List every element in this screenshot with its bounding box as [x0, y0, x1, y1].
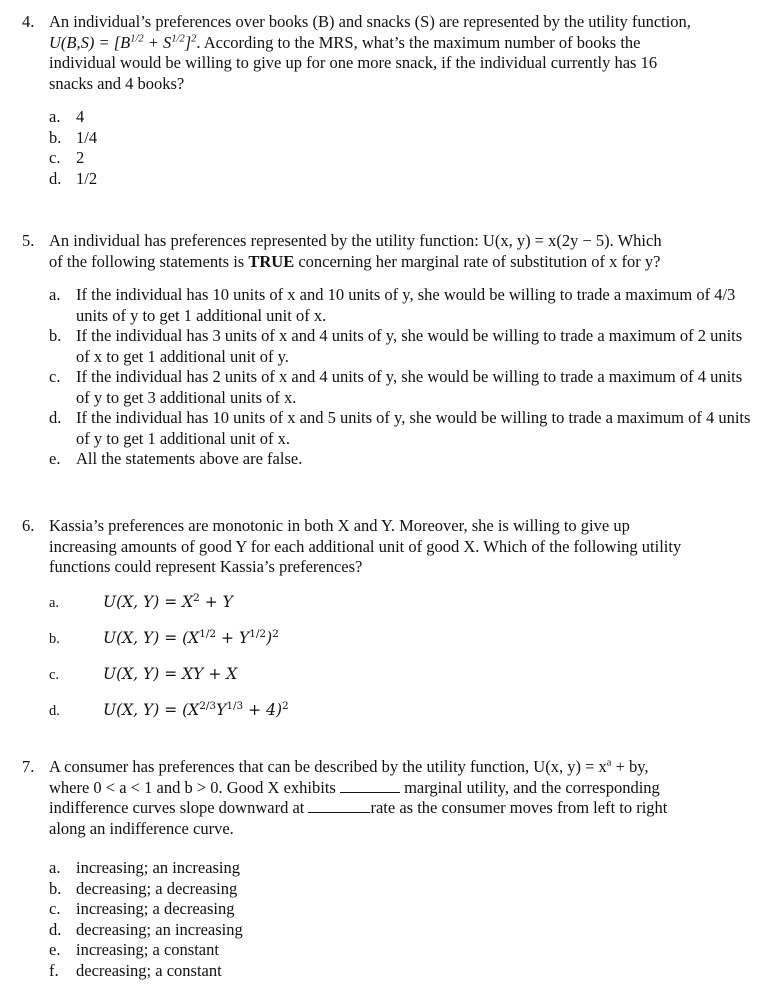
answer-option[interactable]: b. decreasing; a decreasing — [49, 878, 238, 898]
question-7 — [22, 757, 752, 981]
answer-option[interactable]: a. U(X, $Y) = X^2 + Y$ — [49, 591, 233, 611]
answer-option[interactable]: a. increasing; an increasing — [49, 858, 241, 877]
answer-option[interactable]: b. If the individual has 3 units of x and 4 units of y, she would be willing to trade a maximum of 2 units of x to get 1 additional unit of y. — [49, 326, 743, 366]
answer-options — [49, 285, 752, 470]
answer-option[interactable]: d. If the individual has 10 units of x and 5 units of y, she would be willing to trade a maximum of 4 units of y to get 1 additional unit of x. — [49, 408, 751, 448]
answer-option[interactable]: d. decreasing; an increasing — [49, 919, 243, 939]
answer-option[interactable]: a. 4 — [49, 107, 85, 126]
utility-equation: U(X, Y) = XY + X — [103, 664, 238, 683]
answer-option[interactable]: d. U(X, $Y) = (X^{2/3}Y^{1/3} + 4)^2$ — [49, 699, 289, 719]
answer-option[interactable]: e. increasing; a constant — [49, 940, 219, 959]
answer-option[interactable]: b. 1/4 — [49, 127, 98, 147]
utility-equation: U(X, $Y) = (X^{2/3}Y^{1/3} + 4)^2$ — [103, 699, 289, 719]
question-text: A consumer has preferences that can be described by the utility function, U(x, $y) = x^a$ + by, where 0 < a < 1 and b > 0. Good X exhibits marginal utility, and the corresponding indifference curves slope downward at rate as the consumer moves from left to right along an indifference curve. — [49, 757, 668, 838]
fill-in-blank[interactable] — [308, 798, 370, 813]
utility-equation: U(X, $Y) = X^2 + Y$ — [103, 591, 233, 611]
utility-function: U(B,S) = [B — [49, 32, 131, 52]
answer-options — [49, 107, 752, 189]
answer-options — [49, 858, 752, 981]
answer-option[interactable]: f. decreasing; a constant — [49, 960, 222, 980]
answer-option[interactable]: c. If the individual has 2 units of x and 4 units of y, she would be willing to trade a maximum of 4 units of y to get 3 additional units of x. — [49, 367, 743, 407]
question-text: Kassia’s preferences are monotonic in both X and Y. Moreover, she is willing to give up increasing amounts of good Y for each additional unit of good X. Which of the following utility functions could represent Kassia’s preferences? — [49, 516, 682, 576]
answer-option[interactable]: c. 2 — [49, 148, 85, 167]
question-number: 4. — [22, 12, 35, 31]
answer-option[interactable]: a. If the individual has 10 units of x and 10 units of y, she would be willing to trade a maximum of 4/3 units of y to get 1 additional unit of x. — [49, 285, 736, 325]
answer-option[interactable]: d. 1/2 — [49, 168, 98, 188]
question-number: 6. — [22, 516, 35, 535]
fill-in-blank[interactable] — [340, 778, 400, 793]
question-6 — [22, 516, 752, 736]
answer-option[interactable]: c. increasing; a decreasing — [49, 899, 235, 918]
question-text: An individual has preferences represented by the utility function: U(x, y) = x(2y − 5). Which of the following statements is TRUE concerning her marginal rate of substitution of x for y? — [49, 231, 662, 271]
question-5 — [22, 231, 752, 470]
question-text: An individual’s preferences over books (B) and snacks (S) are represented by the utility function, $U(B,S) = [B^{1/2} + S^{1/2}]^2$. According to the MRS, what’s the maximum number of books the individual would be willing to give up for one more snack, if the individual currently has 16 snacks and 4 books? — [49, 12, 691, 93]
answer-option[interactable]: c. U(X, Y) = XY + X — [49, 664, 238, 683]
answer-option[interactable]: b. U(X, $Y) = (X^{1/2} + Y^{1/2})^2$ — [49, 627, 279, 647]
answer-options — [49, 592, 752, 736]
answer-option[interactable]: e. All the statements above are false. — [49, 449, 303, 468]
question-number: 7. — [22, 757, 35, 776]
question-number: 5. — [22, 231, 35, 250]
utility-equation: U(X, $Y) = (X^{1/2} + Y^{1/2})^2$ — [103, 627, 279, 647]
question-4 — [22, 12, 752, 189]
